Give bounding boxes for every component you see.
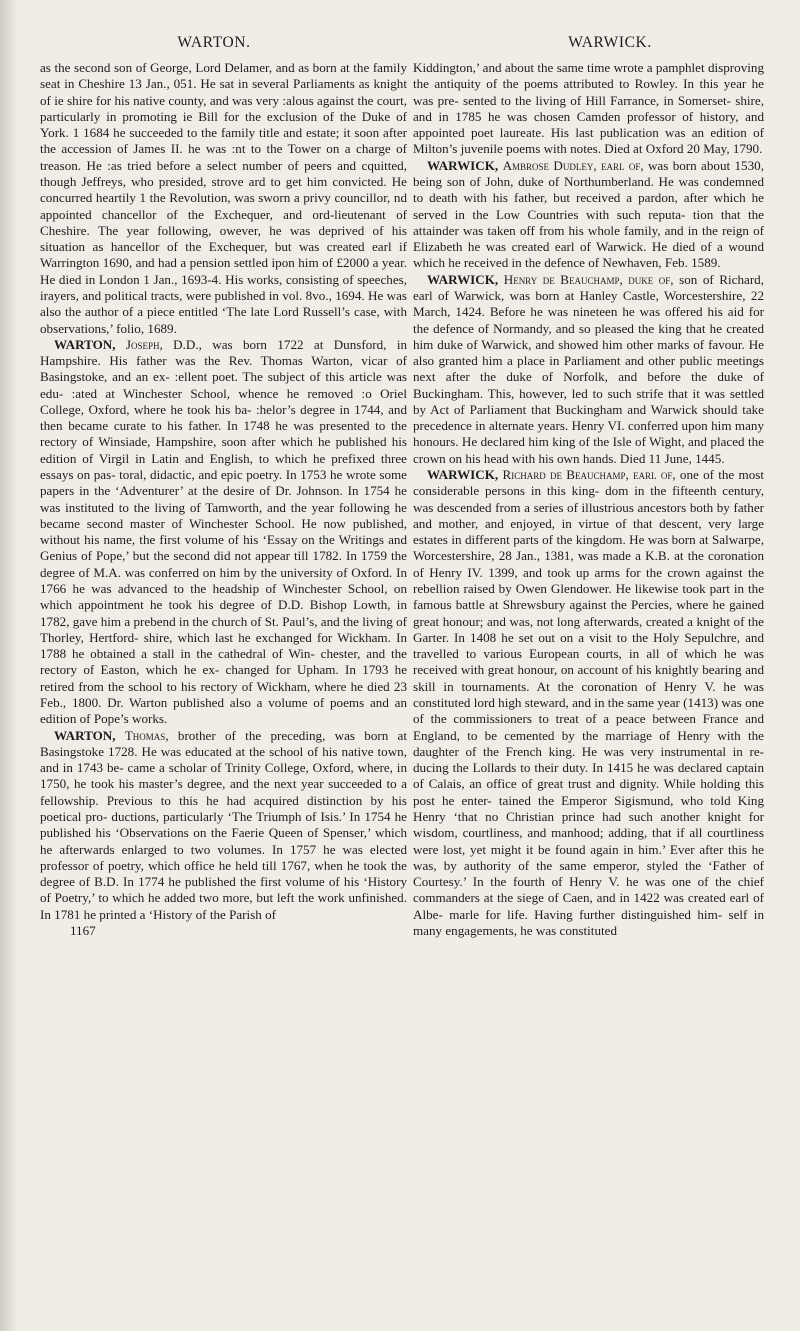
entry-text: son of Richard, earl of Warwick, was born at Hanley Castle, Worcestershire, 22 March, 1424. Before he was nineteen he was offered his aid for the defence of Normandy, and so pleased the king that he created him duke of Warwick, and showed him other marks of favour. He also granted him a place in Parliament and other public meetings next after the duke of Norfolk, and before the duke of Buckingham. This, however, led to such strife that it was settled by Act of Parliament that Buckingham and Warwick should take precedence in alternate years. Henry VI. conferred upon him many honours. He declared him king of the Isle of Wight, and placed the crown on his head with his own hands. Died 11 June, 1445. xyxy=(413,271,764,466)
running-header-left: WARTON. xyxy=(177,34,251,51)
entry-warton-thomas xyxy=(40,728,407,923)
entry-text: one of the most considerable persons in this king- dom in the fifteenth century, was descended from a series of illustrious ancestors both by father and mother, and enjoyed, in virtue of that descent, very large estates in different parts of the kingdom. He was born at Salwarpe, Worcestershire, 28 Jan., 1381, was made a K.B. at the coronation of Henry IV. 1399, and took up arms for the crown against the rebellion raised by Owen Glendower. He likewise took part in the famous battle at Shrewsbury against the Percies, where he gained great honour; and was, not long afterwards, created a knight of the Garter. In 1408 he set out on a visit to the Holy Sepulchre, and travelled to various European courts, in all of which he was received with great honour, on account of his knightly bearing and skill in tournaments. At the coronation of Henry V. he was constituted lord high steward, and in the same year (1413) was one of the commissioners to treat of a peace between France and England, to be cemented by the marriage of Henry with the daughter of the French king. He was very instrumental in re- ducing the Lollards to their duty. In 1415 he was declared captain of Calais, an office of great trust and dignity. While holding this post he enter- tained the Emperor Sigismund, who told King Henry ‘that no Christian prince had such another knight for wisdom, courtliness, and manhood; adding, that if all courtliness were lost, yet might it be found again in him.’ Ever after this he was, by authority of the same emperor, styled the ‘Father of Courtesy.’ In the fourth of Henry V. he was one of the chief commanders at the siege of Caen, and in 1422 was created earl of Albe- marle for life. Having further distinguished him- self in many engagements, he was constituted xyxy=(413,467,764,938)
entry-text: was born about 1530, being son of John, duke of Northumberland. He was condemned to death with his father, but received a pardon, after which he served in the Low Countries with such reputa- tion that the attainder was taken off from his whole family, and in the reign of Elizabeth he was created earl of Warwick. He died of a wound which he received in the defence of Newhaven, Feb. 1589. xyxy=(413,157,764,271)
entry-text: brother of the preceding, was born at Basingstoke 1728. He was educated at the school of his native town, and in 1743 be- came a scholar of Trinity College, Oxford, where, in 1750, he took his master’s degree, and the next year succeeded to a fellowship. Previous to this he had acquired distinction by his poetical pro- ductions, particularly ‘The Triumph of Isis.’ In 1754 he published his ‘Observations on the Faerie Queen of Spenser,’ which he afterwards enlarged to two volumes. In 1757 he was elected professor of poetry, which office he held till 1767, when he took the degree of B.D. In 1774 he published the first volume of his ‘History of Poetry,’ to which he added two more, but left the work unfinished. In 1781 he printed a ‘History of the Parish of xyxy=(40,727,408,922)
binding-gutter xyxy=(0,0,18,1331)
entry-text: D.D., was born 1722 at Dunsford, in Hampshire. His father was the Rev. Thomas Warton, vicar of Basingstoke, and an ex- :ellent poet. The subject of this article was edu- :ated at Winchester School, whence he removed :o Oriel College, Oxford, where he took his ba- :helor’s degree in 1744, and then became curate to his father. In 1748 he was presented to the rectory of Winsiade, Hampshire, soon after which he published his edition of Virgil in Latin and English, to which he prefixed three essays on pas- toral, didactic, and epic poetry. In 1753 he wrote some papers in the ‘Adventurer’ at the desire of Dr. Johnson. In 1754 he was instituted to the living of Tamworth, and the year following he became second master of Winchester School. He now published, without his name, the first volume of his ‘Essay on the Writings and Genius of Pope,’ but the second did not appear till 1782. In 1759 the degree of M.A. was conferred on him by the university of Oxford. In 1766 he was advanced to the headship of Winchester School, on which appointment he took his degree of D.D. Bishop Lowth, in 1782, gave him a prebend in the church of St. Paul’s, and the living of Thorley, Hertford- shire, which last he exchanged for Wickham. In 1788 he obtained a stall in the cathedral of Win- chester, and the rectory of Easton, which he ex- changed for Upham. In 1793 he retired from the school to his rectory of Wickham, where he died 23 Feb., 1800. Dr. Warton published also a volume of poems and an edition of Pope’s works. xyxy=(40,336,407,727)
entry-given-name: Joseph, xyxy=(125,336,163,352)
entry-warton-joseph xyxy=(40,337,407,728)
entry-given-name: Henry de Beauchamp, duke of, xyxy=(503,271,674,287)
entry-given-name: Thomas, xyxy=(124,727,169,743)
entry-headword: WARWICK, xyxy=(427,157,499,173)
entry-headword: WARTON, xyxy=(54,336,116,352)
right-column xyxy=(413,60,764,939)
running-header-right: WARWICK. xyxy=(568,34,652,51)
entry-warton-thomas-continued: Kiddington,’ and about the same time wrote a pamphlet disproving the antiquity of the poems attributed to Rowley. In this year he was pre- sented to the living of Hill Farrance, in Somerset- shire, and in 1785 he was chosen Camden professor of history, and appointed poet laureate. His last publication was an edition of Milton’s juvenile poems with notes. Died at Oxford 20 May, 1790. xyxy=(413,60,764,157)
entry-headword: WARWICK, xyxy=(427,271,499,287)
entry-warwick-richard xyxy=(413,467,764,939)
page-number: 1167 xyxy=(70,922,96,938)
entry-warwick-ambrose xyxy=(413,158,764,272)
entry-headword: WARWICK, xyxy=(427,467,499,483)
entry-warwick-henry xyxy=(413,272,764,467)
entry-given-name: Ambrose Dudley, earl of, xyxy=(502,157,644,173)
entry-given-name: Richard de Beauchamp, earl of, xyxy=(502,467,676,483)
entry-headword: WARTON, xyxy=(54,727,116,743)
entry-delamer-continued: as the second son of George, Lord Delamer, and as born at the family seat in Cheshire 13 Jan., 051. He sat in several Parliaments as knight of ie shire for his native county, and was very :alous against the court, particularly in promoting ie Bill for the exclusion of the Duke of York. 1 1684 he succeeded to the family title and estate; it soon after the accession of James II. he was :nt to the Tower on a charge of treason. He :as tried before a select number of peers and cquitted, though Jeffreys, who presided, strove ard to get him convicted. He concurred heartily 1 the Revolution, was sworn a privy councillor, nd appointed chancellor of the Exchequer, and ord-lieutenant of Cheshire. The year following, owever, he was deprived of his situation as hancellor of the Exchequer, but was created earl if Warrington 1690, and had a pension settled ipon him of £2000 a year. He died in London 1 Jan., 1693-4. His works, consisting of speeches, irayers, and political tracts, were published in vol. 8vo., 1694. He was also the author of a piece entitled ‘The late Lord Russell’s case, with observations,’ folio, 1689. xyxy=(40,60,407,336)
left-column xyxy=(40,60,407,939)
